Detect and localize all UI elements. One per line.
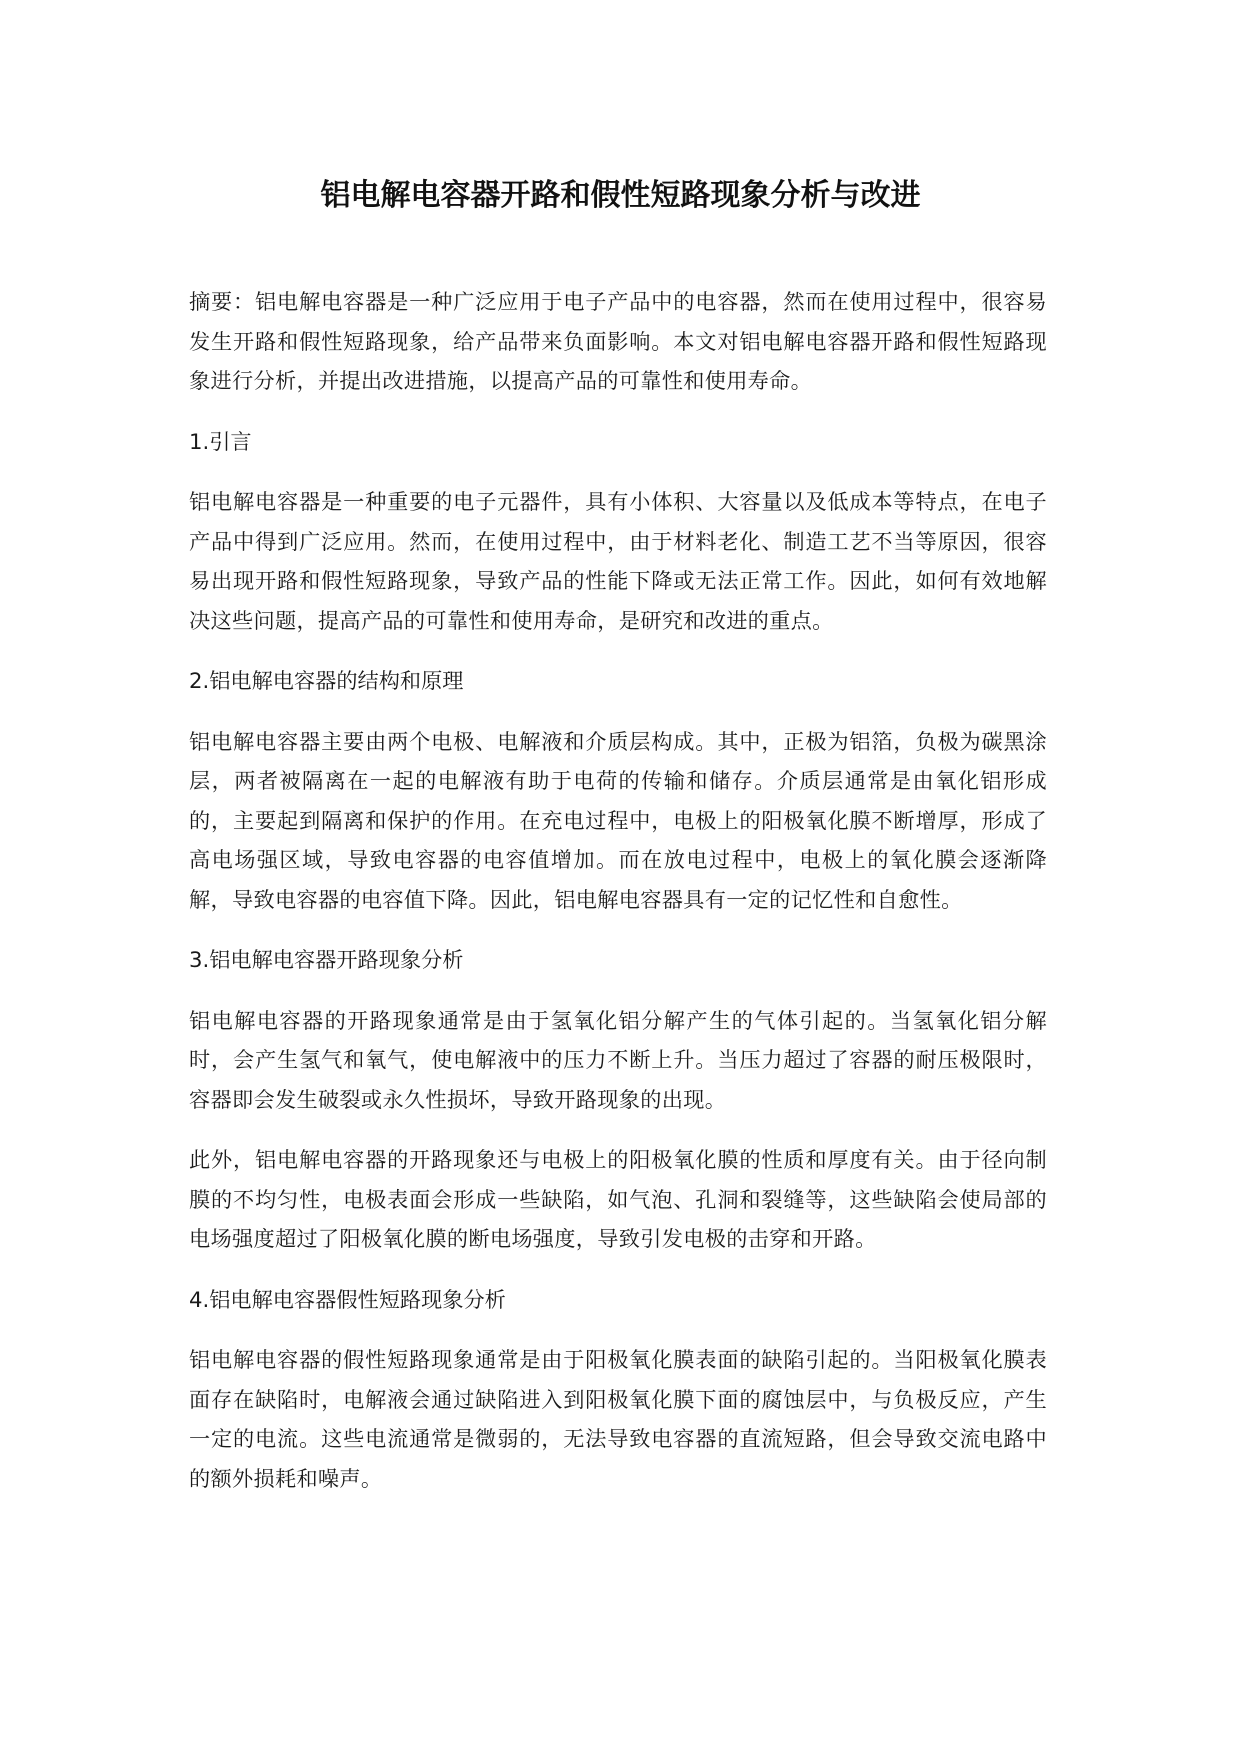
introduction-paragraph: 铝电解电容器是一种重要的电子元器件，具有小体积、大容量以及低成本等特点，在电子产品中得到广泛应用。然而，在使用过程中，由于材料老化、制造工艺不当等原因，很容易出现开路和假性短路现象，导致产品的性能下降或无法正常工作。因此，如何有效地解决这些问题，提高产品的可靠性和使用寿命，是研究和改进的重点。 <box>189 489 1047 633</box>
open-circuit-paragraph-1: 铝电解电容器的开路现象通常是由于氢氧化铝分解产生的气体引起的。当氢氧化铝分解时，会产生氢气和氧气，使电解液中的压力不断上升。当压力超过了容器的耐压极限时，容器即会发生破裂或永久性损坏，导致开路现象的出现。 <box>189 1007 1047 1112</box>
document-title: 铝电解电容器开路和假性短路现象分析与改进 <box>320 178 921 213</box>
structure-paragraph: 铝电解电容器主要由两个电极、电解液和介质层构成。其中，正极为铝箔，负极为碳黑涂层，两者被隔离在一起的电解液有助于电荷的传输和储存。介质层通常是由氧化铝形成的，主要起到隔离和保护的作用。在充电过程中，电极上的阳极氧化膜不断增厚，形成了高电场强区域，导致电容器的电容值增加。而在放电过程中，电极上的氧化膜会逐渐降解，导致电容器的电容值下降。因此，铝电解电容器具有一定的记忆性和自愈性。 <box>189 728 1047 912</box>
section-heading-introduction: 1.引言 <box>189 428 252 454</box>
abstract-paragraph: 摘要：铝电解电容器是一种广泛应用于电子产品中的电容器，然而在使用过程中，很容易发生开路和假性短路现象，给产品带来负面影响。本文对铝电解电容器开路和假性短路现象进行分析，并提出改进措施，以提高产品的可靠性和使用寿命。 <box>189 289 1047 393</box>
section-heading-open-circuit: 3.铝电解电容器开路现象分析 <box>189 947 464 972</box>
false-short-paragraph: 铝电解电容器的假性短路现象通常是由于阳极氧化膜表面的缺陷引起的。当阳极氧化膜表面存在缺陷时，电解液会通过缺陷进入到阳极氧化膜下面的腐蚀层中，与负极反应，产生一定的电流。这些电流通常是微弱的，无法导致电容器的直流短路，但会导致交流电路中的额外损耗和噪声。 <box>189 1347 1047 1491</box>
section-heading-structure: 2.铝电解电容器的结构和原理 <box>189 668 464 693</box>
section-heading-false-short: 4.铝电解电容器假性短路现象分析 <box>189 1286 506 1312</box>
document-body <box>189 282 1047 1519</box>
open-circuit-paragraph-2: 此外，铝电解电容器的开路现象还与电极上的阳极氧化膜的性质和厚度有关。由于径向制膜的不均匀性，电极表面会形成一些缺陷，如气泡、孔洞和裂缝等，这些缺陷会使局部的电场强度超过了阳极氧化膜的断电场强度，导致引发电极的击穿和开路。 <box>189 1147 1047 1251</box>
